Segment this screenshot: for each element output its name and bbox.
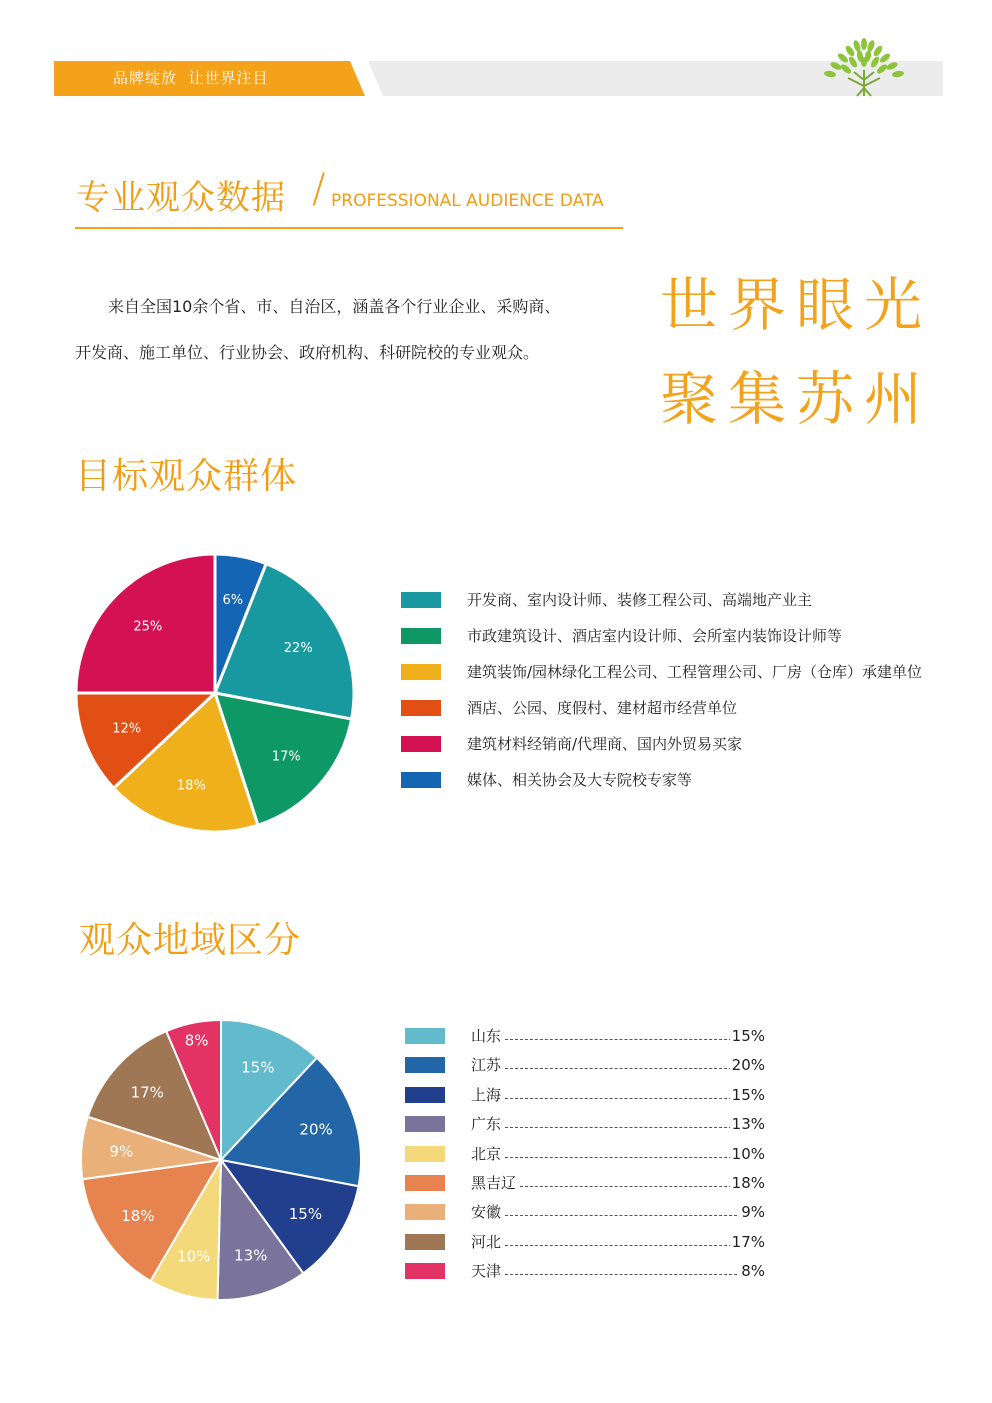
legend-label: 河北 [471,1232,502,1251]
tree-logo-icon [824,36,904,98]
legend-label: 建筑材料经销商/代理商、国内外贸易买家 [467,735,743,753]
section-title-english: PROFESSIONAL AUDIENCE DATA [331,191,604,211]
legend-swatch [401,700,441,716]
legend-item [401,770,961,790]
legend-value: 18% [731,1174,765,1192]
legend-leader-line [505,1039,747,1040]
legend-item [405,1173,785,1193]
legend-item [405,1085,785,1105]
legend-item [401,698,961,718]
legend-leader-line [505,1098,747,1099]
legend-value: 8% [741,1262,765,1281]
legend-item [405,1261,785,1281]
pie-slice-label: 18% [121,1206,155,1225]
legend-swatch [401,664,441,680]
legend-swatch [405,1263,445,1279]
legend-item [401,590,961,610]
legend-swatch [401,772,441,788]
legend-item [405,1055,785,1075]
legend-swatch [401,736,441,752]
region-pie-chart [70,1010,370,1310]
legend-swatch [405,1116,445,1132]
legend-label: 开发商、室内设计师、装修工程公司、高端地产业主 [467,591,813,609]
legend-leader-line [505,1245,747,1246]
intro-text-line-2: 开发商、施工单位、行业协会、政府机构、科研院校的专业观众。 [75,343,540,362]
title-separator: / [312,166,326,212]
section-title: 专业观众数据 [76,178,286,218]
legend-label: 媒体、相关协会及大专院校专家等 [467,771,693,789]
target-audience-pie-chart [60,540,370,850]
pie-slice-label: 6% [222,593,244,609]
legend-leader-line [505,1215,747,1216]
legend-swatch [405,1204,445,1220]
pie-slice-label: 12% [112,721,142,737]
slogan-line-1: 世界眼光 [660,271,933,339]
legend-value: 10% [731,1144,765,1163]
legend-label: 市政建筑设计、酒店室内设计师、会所室内装饰设计师等 [467,627,843,645]
legend-item [405,1232,785,1252]
legend-swatch [405,1146,445,1162]
pie-slice-label: 17% [130,1083,164,1102]
pie-slice-label: 25% [133,619,163,635]
pie-slice-label: 10% [177,1247,211,1266]
legend-leader-line [505,1157,747,1158]
header-slogan: 品牌绽放 让世界注目 [113,69,269,87]
pie-slice-label: 17% [271,749,301,765]
legend-swatch [405,1087,445,1103]
legend-item [401,734,961,754]
legend-value: 17% [731,1232,765,1251]
legend-item [401,662,961,682]
legend-label: 建筑装饰/园林绿化工程公司、工程管理公司、厂房（仓库）承建单位 [467,663,923,681]
pie-slice-label: 22% [283,640,313,656]
legend-label: 上海 [471,1085,502,1104]
legend-label: 安徽 [471,1203,502,1222]
legend-item [405,1026,785,1046]
legend-value: 15% [731,1085,765,1104]
legend-swatch [405,1234,445,1250]
legend-label: 酒店、公园、度假村、建材超市经营单位 [467,699,738,717]
legend-leader-line [505,1274,747,1275]
legend-item [405,1202,785,1222]
legend-swatch [405,1028,445,1044]
legend-label: 北京 [471,1144,502,1163]
pie-slice-label: 15% [241,1058,275,1077]
legend-swatch [405,1057,445,1073]
legend-label: 黑吉辽 [471,1174,517,1192]
pie-slice-label: 18% [176,778,206,794]
legend-leader-line [505,1127,747,1128]
target-audience-title: 目标观众群体 [75,456,298,497]
legend-label: 江苏 [471,1056,502,1075]
pie-slice-label: 9% [109,1142,134,1161]
pie-slice-label: 8% [184,1031,209,1050]
title-underline [75,227,623,229]
intro-text-line-1: 来自全国10余个省、市、自治区，涵盖各个行业企业、采购商、 [108,297,561,316]
pie-slice-label: 15% [288,1204,323,1223]
legend-label: 天津 [471,1262,502,1281]
pie-slice-label: 20% [299,1120,333,1139]
legend-leader-line [505,1186,747,1187]
legend-value: 15% [731,1027,765,1045]
legend-item [405,1144,785,1164]
legend-leader-line [505,1068,747,1069]
legend-value: 9% [741,1203,765,1222]
pie-slice-label: 13% [234,1246,268,1265]
region-title: 观众地域区分 [79,920,302,961]
legend-swatch [405,1175,445,1191]
legend-swatch [401,628,441,644]
legend-value: 13% [731,1115,765,1134]
legend-label: 广东 [471,1115,502,1134]
legend-swatch [401,592,441,608]
legend-item [405,1114,785,1134]
slogan-line-2: 聚集苏州 [660,365,933,433]
legend-value: 20% [731,1056,765,1075]
legend-item [401,626,961,646]
legend-label: 山东 [471,1027,502,1045]
